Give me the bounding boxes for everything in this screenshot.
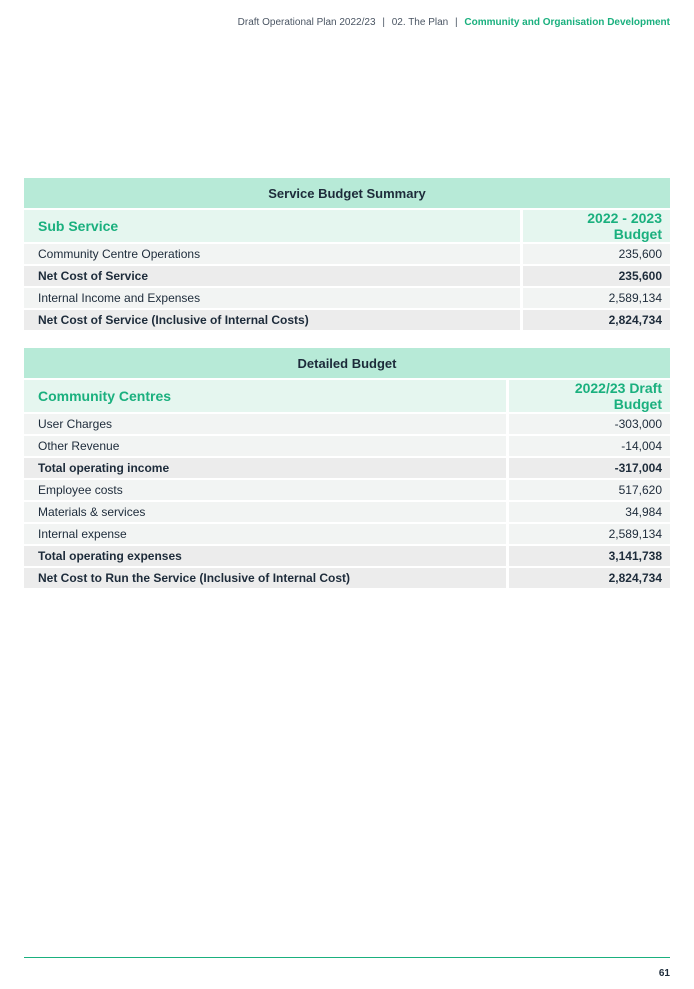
row-value: 2,589,134 [523,288,670,308]
detailed-title: Detailed Budget [24,348,670,378]
row-value: 2,589,134 [509,524,670,544]
table-row [24,244,670,264]
table-row [24,414,670,434]
header-separator: | [455,17,458,28]
summary-title: Service Budget Summary [24,178,670,208]
table-title-row [24,348,670,378]
table-title-row [24,178,670,208]
row-value: -303,000 [509,414,670,434]
table-row [24,568,670,588]
row-value: 235,600 [523,266,670,286]
row-label: Other Revenue [24,436,506,456]
service-budget-summary-table [24,176,670,332]
table-header-row [24,210,670,242]
row-value: 235,600 [523,244,670,264]
table-row [24,310,670,330]
row-label: Net Cost of Service [24,266,520,286]
row-label: Community Centre Operations [24,244,520,264]
page-number: 61 [658,968,670,979]
table-row [24,458,670,478]
row-label: Net Cost of Service (Inclusive of Internal Costs) [24,310,520,330]
detailed-col-draft-budget: 2022/23 Draft Budget [509,380,670,412]
table-header-row [24,380,670,412]
header-separator: | [382,17,385,28]
header-section: Community and Organisation Development [464,17,670,28]
row-label: Materials & services [24,502,506,522]
row-value: 2,824,734 [509,568,670,588]
row-label: Total operating expenses [24,546,506,566]
row-label: Net Cost to Run the Service (Inclusive of Internal Cost) [24,568,506,588]
table-row [24,266,670,286]
detailed-col-community-centres: Community Centres [24,380,506,412]
table-row [24,546,670,566]
row-value: 34,984 [509,502,670,522]
table-row [24,502,670,522]
header-doc-title: Draft Operational Plan 2022/23 [237,17,376,28]
row-label: User Charges [24,414,506,434]
table-row [24,436,670,456]
row-value: -317,004 [509,458,670,478]
table-row [24,524,670,544]
row-label: Total operating income [24,458,506,478]
page-header [238,17,670,28]
detailed-budget-table [24,346,670,590]
footer-divider [24,957,670,958]
row-value: -14,004 [509,436,670,456]
header-part: 02. The Plan [391,17,449,28]
row-label: Employee costs [24,480,506,500]
summary-col-budget: 2022 - 2023 Budget [523,210,670,242]
summary-col-sub-service: Sub Service [24,210,520,242]
row-value: 2,824,734 [523,310,670,330]
row-label: Internal expense [24,524,506,544]
row-value: 517,620 [509,480,670,500]
row-label: Internal Income and Expenses [24,288,520,308]
table-row [24,480,670,500]
table-row [24,288,670,308]
row-value: 3,141,738 [509,546,670,566]
